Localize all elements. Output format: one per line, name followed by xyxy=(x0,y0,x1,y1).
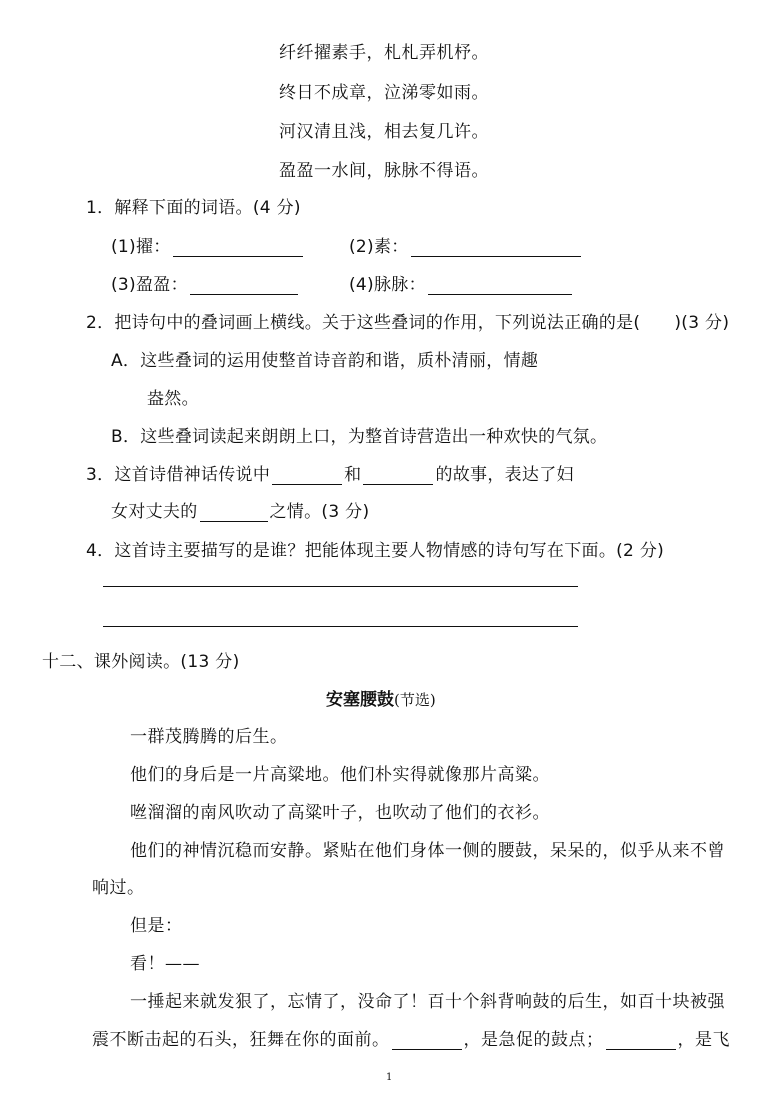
q1-item-1 xyxy=(111,232,305,257)
page-number: 1 xyxy=(386,1072,393,1083)
answer-blank[interactable] xyxy=(173,239,303,257)
answer-blank[interactable] xyxy=(606,1032,676,1050)
passage-title-note: (节选) xyxy=(394,691,436,709)
passage-paragraph-2: 他们的身后是一片高粱地。他们朴实得就像那片高粱。 xyxy=(130,765,550,785)
poem-line-2: 终日不成章，泣涕零如雨。 xyxy=(279,83,489,103)
q3-text-5: 之情。(3 分) xyxy=(269,502,370,522)
q1-item-2 xyxy=(349,232,583,257)
q1-item-1-label: (1)擢： xyxy=(111,237,171,257)
q1-item-4-label: (4)脉脉： xyxy=(349,275,426,295)
passage-paragraph-4: 他们的神情沉稳而安静。紧贴在他们身体一侧的腰鼓，呆呆的，似乎从来不曾 xyxy=(130,841,725,861)
section-heading: 十二、课外阅读。(13 分) xyxy=(42,652,240,672)
answer-line-2[interactable] xyxy=(103,626,578,627)
poem-line-1: 纤纤擢素手，札札弄机杼。 xyxy=(279,43,489,63)
q1-stem: 1．解释下面的词语。(4 分) xyxy=(86,198,301,218)
q1-item-2-label: (2)素： xyxy=(349,237,409,257)
q2-option-a-cont: 盎然。 xyxy=(147,389,199,409)
answer-blank[interactable] xyxy=(363,467,433,485)
q2-stem-text: 2．把诗句中的叠词画上横线。关于这些叠词的作用，下列说法正确的是( xyxy=(86,313,641,333)
passage-title xyxy=(326,685,436,710)
q1-item-3 xyxy=(111,270,300,295)
answer-blank[interactable] xyxy=(272,467,342,485)
passage-paragraph-3: 咝溜溜的南风吹动了高粱叶子，也吹动了他们的衣衫。 xyxy=(130,803,550,823)
passage-title-text: 安塞腰鼓 xyxy=(326,690,394,710)
q1-item-3-label: (3)盈盈： xyxy=(111,275,188,295)
passage-text-7b3: ，是飞 xyxy=(677,1030,730,1050)
q3-line-2 xyxy=(111,497,369,522)
passage-paragraph-7: 一捶起来就发狠了，忘情了，没命了！百十个斜背响鼓的后生，如百十块被强 xyxy=(130,992,725,1012)
q1-item-4 xyxy=(349,270,574,295)
q4-stem: 4．这首诗主要描写的是谁？把能体现主要人物情感的诗句写在下面。(2 分) xyxy=(86,541,665,561)
q2-score: )(3 分) xyxy=(674,313,730,333)
answer-line-1[interactable] xyxy=(103,586,578,587)
answer-blank[interactable] xyxy=(411,239,581,257)
q3-text-4: 女对丈夫的 xyxy=(111,502,198,522)
passage-paragraph-7-cont xyxy=(92,1025,730,1050)
q3-text-3: 的故事，表达了妇 xyxy=(435,465,574,485)
answer-blank[interactable] xyxy=(392,1032,462,1050)
passage-paragraph-6: 看！—— xyxy=(130,954,200,974)
answer-blank[interactable] xyxy=(190,277,298,295)
passage-text-7b2: ，是急促的鼓点； xyxy=(463,1030,604,1050)
q3-line-1 xyxy=(86,460,574,485)
q2-stem xyxy=(86,308,729,333)
poem-line-4: 盈盈一水间，脉脉不得语。 xyxy=(279,161,489,181)
q3-text-2: 和 xyxy=(344,465,362,485)
q3-text-1: 3．这首诗借神话传说中 xyxy=(86,465,271,485)
answer-blank[interactable] xyxy=(428,277,572,295)
q2-option-b: B．这些叠词读起来朗朗上口，为整首诗营造出一种欢快的气氛。 xyxy=(111,427,608,447)
passage-paragraph-4-cont: 响过。 xyxy=(92,878,145,898)
passage-text-7b1: 震不断击起的石头，狂舞在你的面前。 xyxy=(92,1030,390,1050)
passage-paragraph-5: 但是： xyxy=(130,916,183,936)
answer-blank[interactable] xyxy=(200,504,268,522)
passage-paragraph-1: 一群茂腾腾的后生。 xyxy=(130,727,288,747)
poem-line-3: 河汉清且浅，相去复几许。 xyxy=(279,122,489,142)
q2-option-a: A．这些叠词的运用使整首诗音韵和谐，质朴清丽，情趣 xyxy=(111,351,539,371)
